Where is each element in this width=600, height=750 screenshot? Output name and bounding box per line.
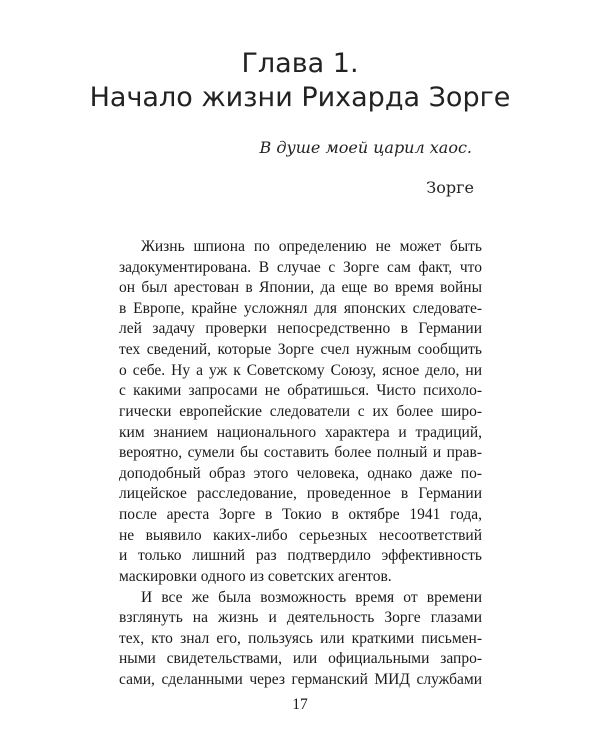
text-line: взглянуть на жизнь и деятельность Зорге глазами xyxy=(119,609,482,627)
epigraph-author: Зорге xyxy=(426,178,474,197)
text-line: гически европейские следователи с их более широ- xyxy=(119,402,482,420)
text-line: лей задачу проверки непосредственно в Германии xyxy=(119,320,482,338)
text-line: И все же была возможность время от времени xyxy=(141,588,482,606)
page-number: 17 xyxy=(292,696,308,713)
text-line: и только лишний раз подтвердило эффективность xyxy=(119,547,482,565)
text-line: Жизнь шпиона по определению не может быть xyxy=(141,238,482,255)
text-line: вероятно, сумели бы составить более полный и прав- xyxy=(119,444,482,462)
text-line: ными свидетельствами, или официальными запро- xyxy=(119,650,482,668)
text-line: задокументирована. В случае с Зорге сам факт, что xyxy=(119,258,482,276)
text-line: с какими запросами не обратишься. Чисто психоло- xyxy=(119,382,482,400)
text-line: маскировки одного из советских агентов. xyxy=(119,567,392,585)
text-line: в Европе, крайне усложнял для японских следовате- xyxy=(119,299,482,317)
text-line: о себе. Ну а уж к Советскому Союзу, ясное дело, ни xyxy=(119,361,482,379)
text-line: сами, сделанными через германский МИД службами xyxy=(119,671,482,688)
chapter-title-line-2: Начало жизни Рихарда Зорге xyxy=(89,82,511,113)
text-line: доподобный образ этого человека, однако даже по- xyxy=(119,464,482,482)
text-line: после ареста Зорге в Токио в октябре 1941 года, xyxy=(119,506,482,524)
text-line: он был арестован в Японии, да еще во время войны xyxy=(119,279,482,297)
text-line: тех, кто знал его, пользуясь или краткими письмен- xyxy=(119,629,482,647)
chapter-title-line-1: Глава 1. xyxy=(241,48,359,79)
text-line: лицейское расследование, проведенное в Германии xyxy=(119,485,482,503)
text-line: тех сведений, которые Зорге счел нужным сообщить xyxy=(119,341,482,359)
text-line: не выявило каких-либо серьезных несоответствий xyxy=(119,526,482,544)
epigraph-text: В душе моей царил хаос. xyxy=(259,138,472,157)
text-line: ким знанием национального характера и традиций, xyxy=(119,423,482,441)
